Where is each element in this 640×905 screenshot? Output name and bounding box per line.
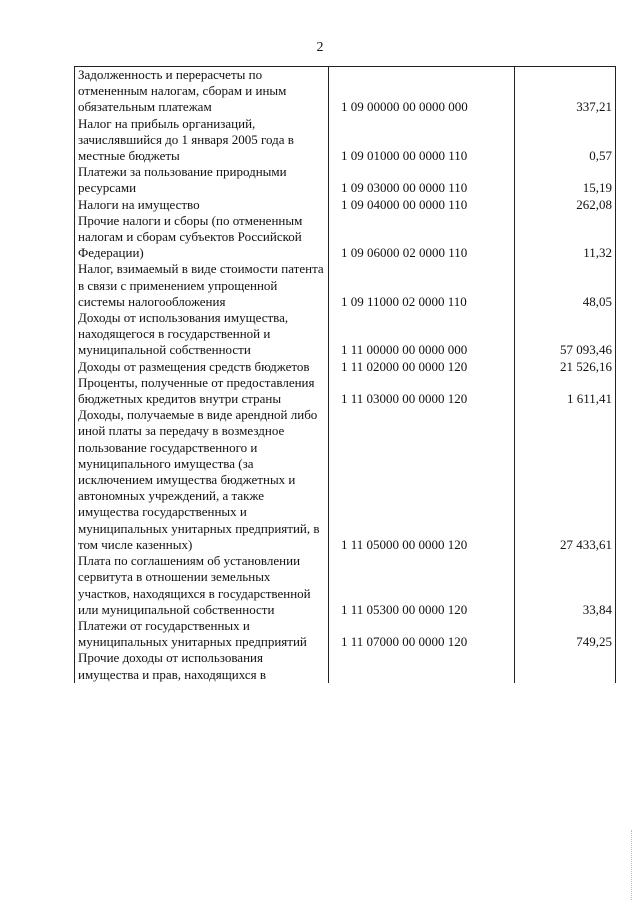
revenue-name-cell: Налоги на имущество [75,197,329,213]
table-row [75,553,616,618]
table-row [75,213,616,262]
revenue-name-cell: Задолженность и перерасчеты по отмененным налогам, сборам и иным обязательным платежам [75,67,329,116]
amount-cell: 15,19 [515,164,616,196]
amount-cell: 262,08 [515,197,616,213]
budget-code-cell: 1 09 03000 00 0000 110 [329,164,515,196]
table-row [75,407,616,553]
amount-cell: 21 526,16 [515,359,616,375]
table-row [75,375,616,407]
amount-cell: 1 611,41 [515,375,616,407]
amount-cell: 0,57 [515,116,616,165]
amount-cell: 57 093,46 [515,310,616,359]
budget-code-cell: 1 11 07000 00 0000 120 [329,618,515,650]
budget-code-cell: 1 11 03000 00 0000 120 [329,375,515,407]
budget-code-cell: 1 09 06000 02 0000 110 [329,213,515,262]
budget-revenue-table [74,66,616,683]
budget-code-cell: 1 11 05000 00 0000 120 [329,407,515,553]
budget-code-cell: 1 09 01000 00 0000 110 [329,116,515,165]
amount-cell [515,650,616,682]
budget-code-cell: 1 11 02000 00 0000 120 [329,359,515,375]
scan-edge-marks [631,830,634,900]
table-row [75,650,616,682]
table-row [75,116,616,165]
budget-code-cell: 1 09 11000 02 0000 110 [329,261,515,310]
revenue-name-cell: Прочие доходы от использования имущества и прав, находящихся в [75,650,329,682]
revenue-name-cell: Налог, взимаемый в виде стоимости патента в связи с применением упрощенной системы налогообложения [75,261,329,310]
revenue-name-cell: Налог на прибыль организаций, зачислявшийся до 1 января 2005 года в местные бюджеты [75,116,329,165]
revenue-name-cell: Проценты, полученные от предоставления бюджетных кредитов внутри страны [75,375,329,407]
budget-code-cell: 1 11 05300 00 0000 120 [329,553,515,618]
table-row [75,261,616,310]
revenue-name-cell: Плата по соглашениям об установлении сервитута в отношении земельных участков, находящихся в государственной или муниципальной собственности [75,553,329,618]
amount-cell: 33,84 [515,553,616,618]
budget-code-cell: 1 09 00000 00 0000 000 [329,67,515,116]
amount-cell: 11,32 [515,213,616,262]
table-row [75,310,616,359]
revenue-name-cell: Платежи за пользование природными ресурсами [75,164,329,196]
amount-cell: 749,25 [515,618,616,650]
amount-cell: 337,21 [515,67,616,116]
revenue-name-cell: Платежи от государственных и муниципальных унитарных предприятий [75,618,329,650]
table-row [75,197,616,213]
table-row [75,359,616,375]
revenue-name-cell: Доходы, получаемые в виде арендной либо иной платы за передачу в возмездное пользование государственного и муниципального имущества (за исключением имущества бюджетных и автономных учреждений, а также имущества государственных и муниципальных унитарных предприятий, в том числе казенных) [75,407,329,553]
budget-code-cell: 1 11 00000 00 0000 000 [329,310,515,359]
revenue-name-cell: Доходы от использования имущества, находящегося в государственной и муниципальной собственности [75,310,329,359]
page-number: 2 [316,40,324,55]
table-row [75,618,616,650]
revenue-name-cell: Доходы от размещения средств бюджетов [75,359,329,375]
amount-cell: 27 433,61 [515,407,616,553]
amount-cell: 48,05 [515,261,616,310]
table-row [75,67,616,116]
table-row [75,164,616,196]
budget-code-cell [329,650,515,682]
budget-code-cell: 1 09 04000 00 0000 110 [329,197,515,213]
revenue-name-cell: Прочие налоги и сборы (по отмененным налогам и сборам субъектов Российской Федерации) [75,213,329,262]
